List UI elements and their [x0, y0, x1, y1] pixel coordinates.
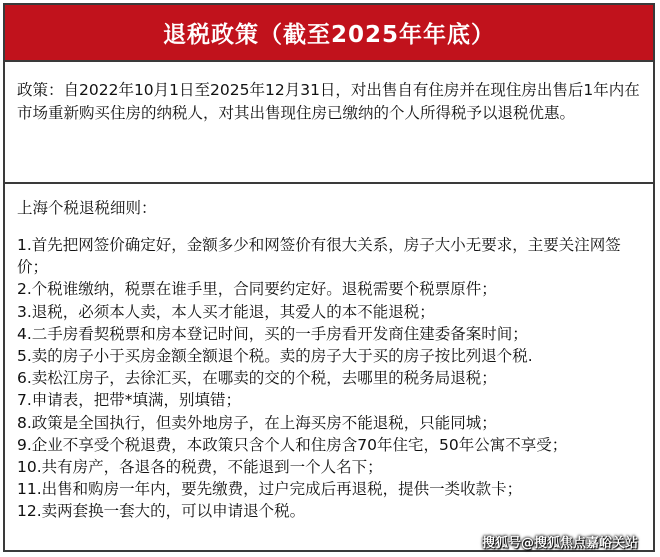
- rules-title: 上海个税退税细则：: [17, 199, 157, 217]
- watermark-text: 搜狐号@搜狐焦点嘉峪关站: [481, 536, 638, 551]
- rule-item: 12.卖两套换一套大的，可以申请退个税。: [17, 502, 306, 521]
- rule-item: 4.二手房看契税票和房本登记时间，买的一手房看开发商住建委备案时间；: [17, 324, 528, 343]
- rule-item: 7.申请表，把带*填满，别填错；: [17, 391, 242, 410]
- title-banner: [5, 5, 653, 62]
- rule-item: 8.政策是全国执行，但卖外地房子，在上海买房不能退税，只能同城；: [17, 413, 497, 432]
- policy-text: 政策：自2022年10月1日至2025年12月31日，对出售自有住房并在现住房出售后1年内在市场重新购买住房的纳税人，对其出售现住房已缴纳的个人所得税予以退税优惠。: [17, 81, 640, 122]
- rule-item: 3.退税，必须本人卖，本人买才能退，其爱人的本不能退税；: [17, 302, 435, 321]
- rule-item: 10.共有房产，各退各的税费，不能退到一个人名下；: [17, 458, 383, 477]
- policy-section: [5, 62, 653, 184]
- rules-list: [17, 234, 641, 523]
- rule-item: 11.出售和购房一年内，要先缴费，过户完成后再退税，提供一类收款卡；: [17, 480, 523, 499]
- rule-item: 1.首先把网签价确定好，金额多少和网签价有很大关系，房子大小无要求，主要关注网签价；: [17, 236, 621, 277]
- rule-item: 2.个税谁缴纳，税票在谁手里，合同要约定好。退税需要个税票原件；: [17, 280, 497, 299]
- policy-card: [3, 3, 655, 552]
- rules-section: [5, 184, 653, 550]
- rule-item: 9.企业不享受个税退费，本政策只含个人和住房含70年住宅，50年公寓不享受；: [17, 435, 568, 454]
- rule-item: 6.卖松江房子，去徐汇买，在哪卖的交的个税，去哪里的税务局退税；: [17, 369, 497, 388]
- rule-item: 5.卖的房子小于买房金额全额退个税。卖的房子大于买的房子按比列退个税.: [17, 347, 533, 366]
- page-title: 退税政策（截至2025年年底）: [162, 22, 495, 48]
